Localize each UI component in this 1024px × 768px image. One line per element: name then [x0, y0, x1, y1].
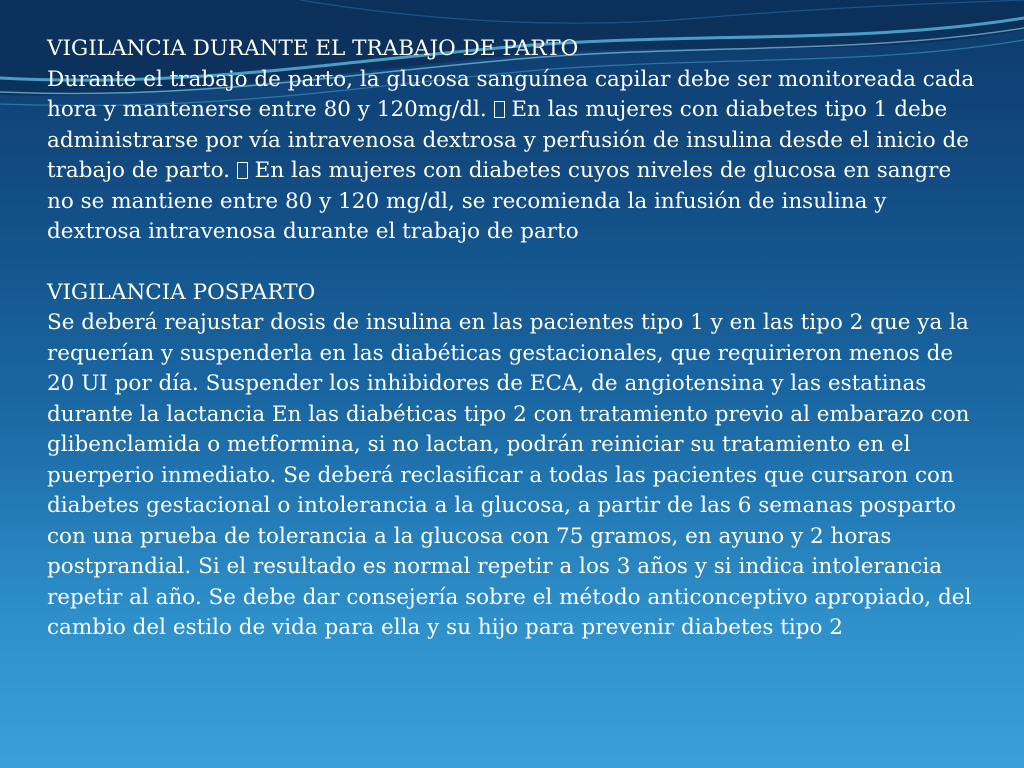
section-body-postpartum: Se deberá reajustar dosis de insulina en las pacientes tipo 1 y en las tipo 2 que ya la requerían y suspenderla en las diabéticas gestacionales, que requirieron menos de 20 UI por día. Suspender los inhibidores de ECA, de angiotensina y las estatinas durante la lactancia En las diabéticas tipo 2 con tratamiento previo al embarazo con glibenclamida o metformina, si no lactan, podrán reiniciar su tratamiento en el puerperio inmediato. Se deberá reclasificar a todas las pacientes que cursaron con diabetes gestacional o intolerancia a la glucosa, a partir de las 6 semanas posparto con una prueba de tolerancia a la glucosa con 75 gramos, en ayuno y 2 horas postprandial. Si el resultado es normal repetir a los 3 años y si indica intolerancia repetir al año. Se debe dar consejería sobre el método anticonceptivo apropiado, del cambio del estilo de vida para ella y su hijo para prevenir diabetes tipo 2: [47, 310, 972, 640]
section-during-labor: [47, 34, 977, 248]
section-heading-postpartum: VIGILANCIA POSPARTO: [47, 279, 316, 305]
slide-content: [47, 34, 977, 644]
body-text-part-a: Durante el trabajo de parto, la glucosa sanguínea capilar debe ser monitoreada cada hora y mantenerse entre 80 y 120mg/dl.: [47, 66, 975, 122]
missing-glyph-icon: [494, 101, 505, 118]
body-text-part-b: En las mujeres con diabetes tipo 1 debe administrarse por vía intravenosa dextrosa y perfusión de insulina desde el inicio de trabajo de parto.: [47, 97, 969, 183]
section-body-during-labor: [47, 65, 977, 248]
body-text-part-c: En las mujeres con diabetes cuyos niveles de glucosa en sangre no se mantiene entre 80 y 120 mg/dl, se recomienda la infusión de insulina y dextrosa intravenosa durante el trabajo de parto: [47, 158, 952, 244]
section-heading-during-labor: VIGILANCIA DURANTE EL TRABAJO DE PARTO: [47, 36, 579, 61]
missing-glyph-icon: [237, 162, 248, 179]
section-postpartum: [47, 278, 977, 644]
